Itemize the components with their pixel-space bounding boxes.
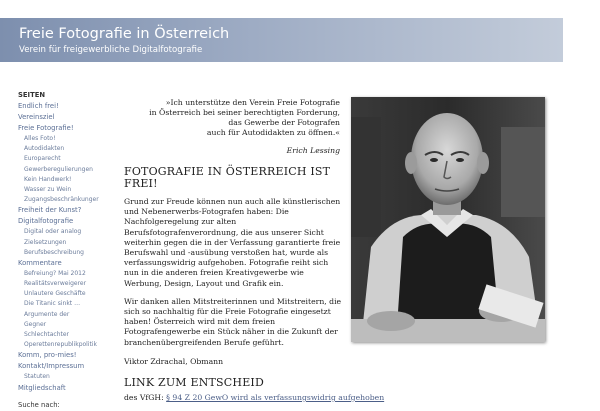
article-signature: Viktor Zdrachal, Obmann <box>124 356 224 366</box>
sidebar-item[interactable]: Schlechtachter <box>24 331 70 338</box>
sidebar-item[interactable]: Freiheit der Kunst? <box>18 206 82 215</box>
portrait-photo-icon <box>351 97 545 342</box>
article-paragraph: Grund zur Freude können nun auch alle künstlerischen und Nebenerwerbs-Fotografen haben: Die Nachfolgeregelung zur alten Berufsfotografenverordnung, die aus unserer Sicht weiterhin gegen die in der Verfassung garantierte freie Berufswahl und -ausübung verstoßen hat, wurde als verfassungswidrig aufgehoben. Fotografie reiht sich nun in die anderen freien Kreativgewerbe wie Werbung, Design, Layout und Grafik ein. <box>124 197 341 288</box>
quote-line: das Gewerbe der Fotografen <box>228 118 340 127</box>
quote-line: in Österreich bei seiner berechtigten Forderung, <box>149 108 340 117</box>
sidebar-item[interactable]: Kontakt/Impressum <box>18 362 85 371</box>
sidebar-item[interactable]: Realitätsverweigerer <box>24 280 87 288</box>
sidebar-item[interactable]: Kein Handwerk! <box>24 175 72 183</box>
sidebar-item[interactable]: Operettenrepublikpolitik <box>24 341 98 349</box>
site-title[interactable]: Freie Fotografie in Österreich <box>19 26 230 42</box>
sidebar <box>18 90 118 411</box>
sidebar-item[interactable]: Unlautere Geschäfte <box>24 290 86 298</box>
quote-line: auch für Autodidakten zu öffnen.« <box>206 128 340 137</box>
article <box>124 165 385 403</box>
sidebar-item[interactable]: Die Titanic sinkt … <box>24 300 81 308</box>
quote-block <box>140 98 340 156</box>
sidebar-heading: SEITEN <box>18 91 46 99</box>
sidebar-item[interactable]: Digital oder analog <box>24 228 82 236</box>
link-heading: LINK ZUM ENTSCHEID <box>124 376 264 390</box>
decision-link[interactable]: § 94 Z 20 GewO wird als verfassungswidrig aufgehoben <box>166 393 385 403</box>
sidebar-item[interactable]: Wasser zu Wein <box>24 185 72 193</box>
sidebar-item[interactable]: Zielsetzungen <box>24 238 67 246</box>
sidebar-item[interactable]: Europarecht <box>24 155 61 163</box>
quote-author: Erich Lessing <box>286 146 340 155</box>
sidebar-item[interactable]: Zugangsbeschränkunger <box>24 196 99 204</box>
sidebar-item[interactable]: Mitgliedschaft <box>18 383 66 392</box>
sidebar-item[interactable]: Gewerberegulierungen <box>24 165 93 173</box>
sidebar-item[interactable]: Autodidakten <box>24 145 65 153</box>
sidebar-item[interactable]: Gegner <box>24 320 47 328</box>
article-heading: FOTOGRAFIE IN ÖSTERREICH IST FREI! <box>124 165 331 190</box>
sidebar-item[interactable]: Freie Fotografie! <box>18 124 74 132</box>
sidebar-item[interactable]: Befreiung? Mai 2012 <box>24 269 86 277</box>
sidebar-nav <box>18 101 118 394</box>
sidebar-item[interactable]: Vereinsziel <box>18 113 55 121</box>
search-label: Suche nach: <box>18 400 60 409</box>
sidebar-item[interactable]: Kommentare <box>18 258 62 267</box>
article-paragraph: Wir danken allen Mitstreiterinnen und Mitstreitern, die sich so nachhaltig für die Freie Fotografie eingesetzt haben! Österreich wird mit dem freien Fotografengewerbe ein Stück näher in die Zukunft der branchenübergreifenden Berufe geführt. <box>124 296 342 347</box>
site-tagline: Verein für freigewerbliche Digitalfotografie <box>19 45 203 55</box>
sidebar-item[interactable]: Endlich frei! <box>18 102 59 110</box>
sidebar-item[interactable]: Statuten <box>24 373 50 381</box>
quote-line: »Ich unterstütze den Verein Freie Fotografie <box>165 98 340 107</box>
link-prefix: des VfGH: <box>124 393 167 403</box>
sidebar-item[interactable]: Komm, pro-mies! <box>18 351 77 360</box>
portrait-photo <box>351 97 545 342</box>
sidebar-item[interactable]: Alles Foto! <box>24 135 56 142</box>
site-header <box>0 18 563 62</box>
sidebar-item[interactable]: Argumente der <box>24 310 70 318</box>
sidebar-item[interactable]: Digitalfotografie <box>18 217 74 226</box>
sidebar-item[interactable]: Berufsbeschreibung <box>24 248 84 256</box>
link-line <box>124 393 385 403</box>
